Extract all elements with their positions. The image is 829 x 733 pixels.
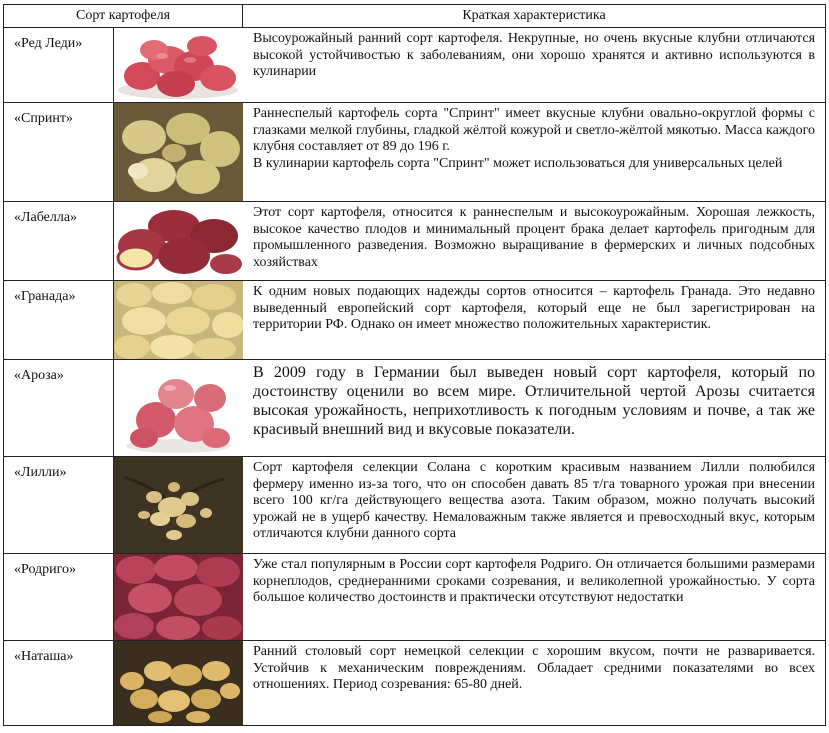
variety-name: «Спринт» [4, 103, 114, 202]
potato-image [114, 103, 243, 202]
table-header-row [4, 5, 826, 28]
header-description: Краткая характеристика [243, 5, 826, 28]
table-row [4, 457, 826, 554]
table-row [4, 554, 826, 641]
potato-image [114, 360, 243, 457]
table-row [4, 641, 826, 726]
variety-name: «Ароза» [4, 360, 114, 457]
table-row [4, 103, 826, 202]
table-row [4, 360, 826, 457]
variety-description: К одним новых подающих надежды сортов относится – картофель Гранада. Это недавно выведенный европейский сорт картофеля, который еще не был зарегистрирован на территории РФ. Однако он имеет множество положительных характеристик. [243, 281, 826, 360]
header-variety: Сорт картофеля [4, 5, 243, 28]
variety-description: Ранний столовый сорт немецкой селекции с хорошим вкусом, почти не разваривается. Устойчив к механическим повреждениям. Обладает средними показателями во всех отношениях. Период созревания: 65-80 дней. [243, 641, 826, 726]
variety-description: Высоурожайный ранний сорт картофеля. Некрупные, но очень вкусные клубни отличаются высокой устойчивостью к заболеваниям, они хорошо хранятся и активно используются в кулинарии [243, 28, 826, 103]
variety-description: Раннеспелый картофель сорта "Спринт" имеет вкусные клубни овально-округлой формы с глазками мелкой глубины, гладкой жёлтой кожурой и светло-жёлтой мякотью. Масса каждого клубня составляет от 89 до 196 г. В кулинарии картофель сорта "Спринт" может использоваться для универсальных целей [243, 103, 826, 202]
variety-name: «Лабелла» [4, 202, 114, 281]
variety-name: «Наташа» [4, 641, 114, 726]
variety-description: Уже стал популярным в России сорт картофеля Родриго. Он отличается большими размерами корнеплодов, среднеранними сроками созревания, и великолепной урожайностью. У сорта большое количество достоинств и практически отсутствуют недостатки [243, 554, 826, 641]
potato-image [114, 641, 243, 726]
potato-image [114, 28, 243, 103]
variety-description: В 2009 году в Германии был выведен новый сорт картофеля, который по достоинству оценили во всем мире. Отличительной чертой Арозы считается высокая урожайность, неприхотливость к погодным условиям и почве, а так же красивый внешний вид и вкусовые показатели. [243, 360, 826, 457]
potato-image [114, 554, 243, 641]
potato-varieties-table [3, 4, 826, 726]
variety-description: Этот сорт картофеля, относится к раннеспелым и высокоурожайным. Хорошая лежкость, высокое качество плодов и минимальный процент брака делает картофель пригодным для промышленного разведения. Возможно выращивание в фермерских и личных подсобных хозяйствах [243, 202, 826, 281]
variety-name: «Лилли» [4, 457, 114, 554]
variety-description: Сорт картофеля селекции Солана с коротким красивым названием Лилли полюбился фермеру именно из-за того, что он способен давать 85 т/га товарного урожая при внесении всего 100 кг/га действующего вещества азота. Таким образом, можно получать высокий урожай не в ущерб качеству. Немаловажным также является и превосходный вкус, которым отличаются клубни данного сорта [243, 457, 826, 554]
variety-name: «Гранада» [4, 281, 114, 360]
variety-name: «Ред Леди» [4, 28, 114, 103]
potato-image [114, 457, 243, 554]
potato-image [114, 281, 243, 360]
table-row [4, 202, 826, 281]
variety-name: «Родриго» [4, 554, 114, 641]
potato-image [114, 202, 243, 281]
table-row [4, 281, 826, 360]
table-row [4, 28, 826, 103]
